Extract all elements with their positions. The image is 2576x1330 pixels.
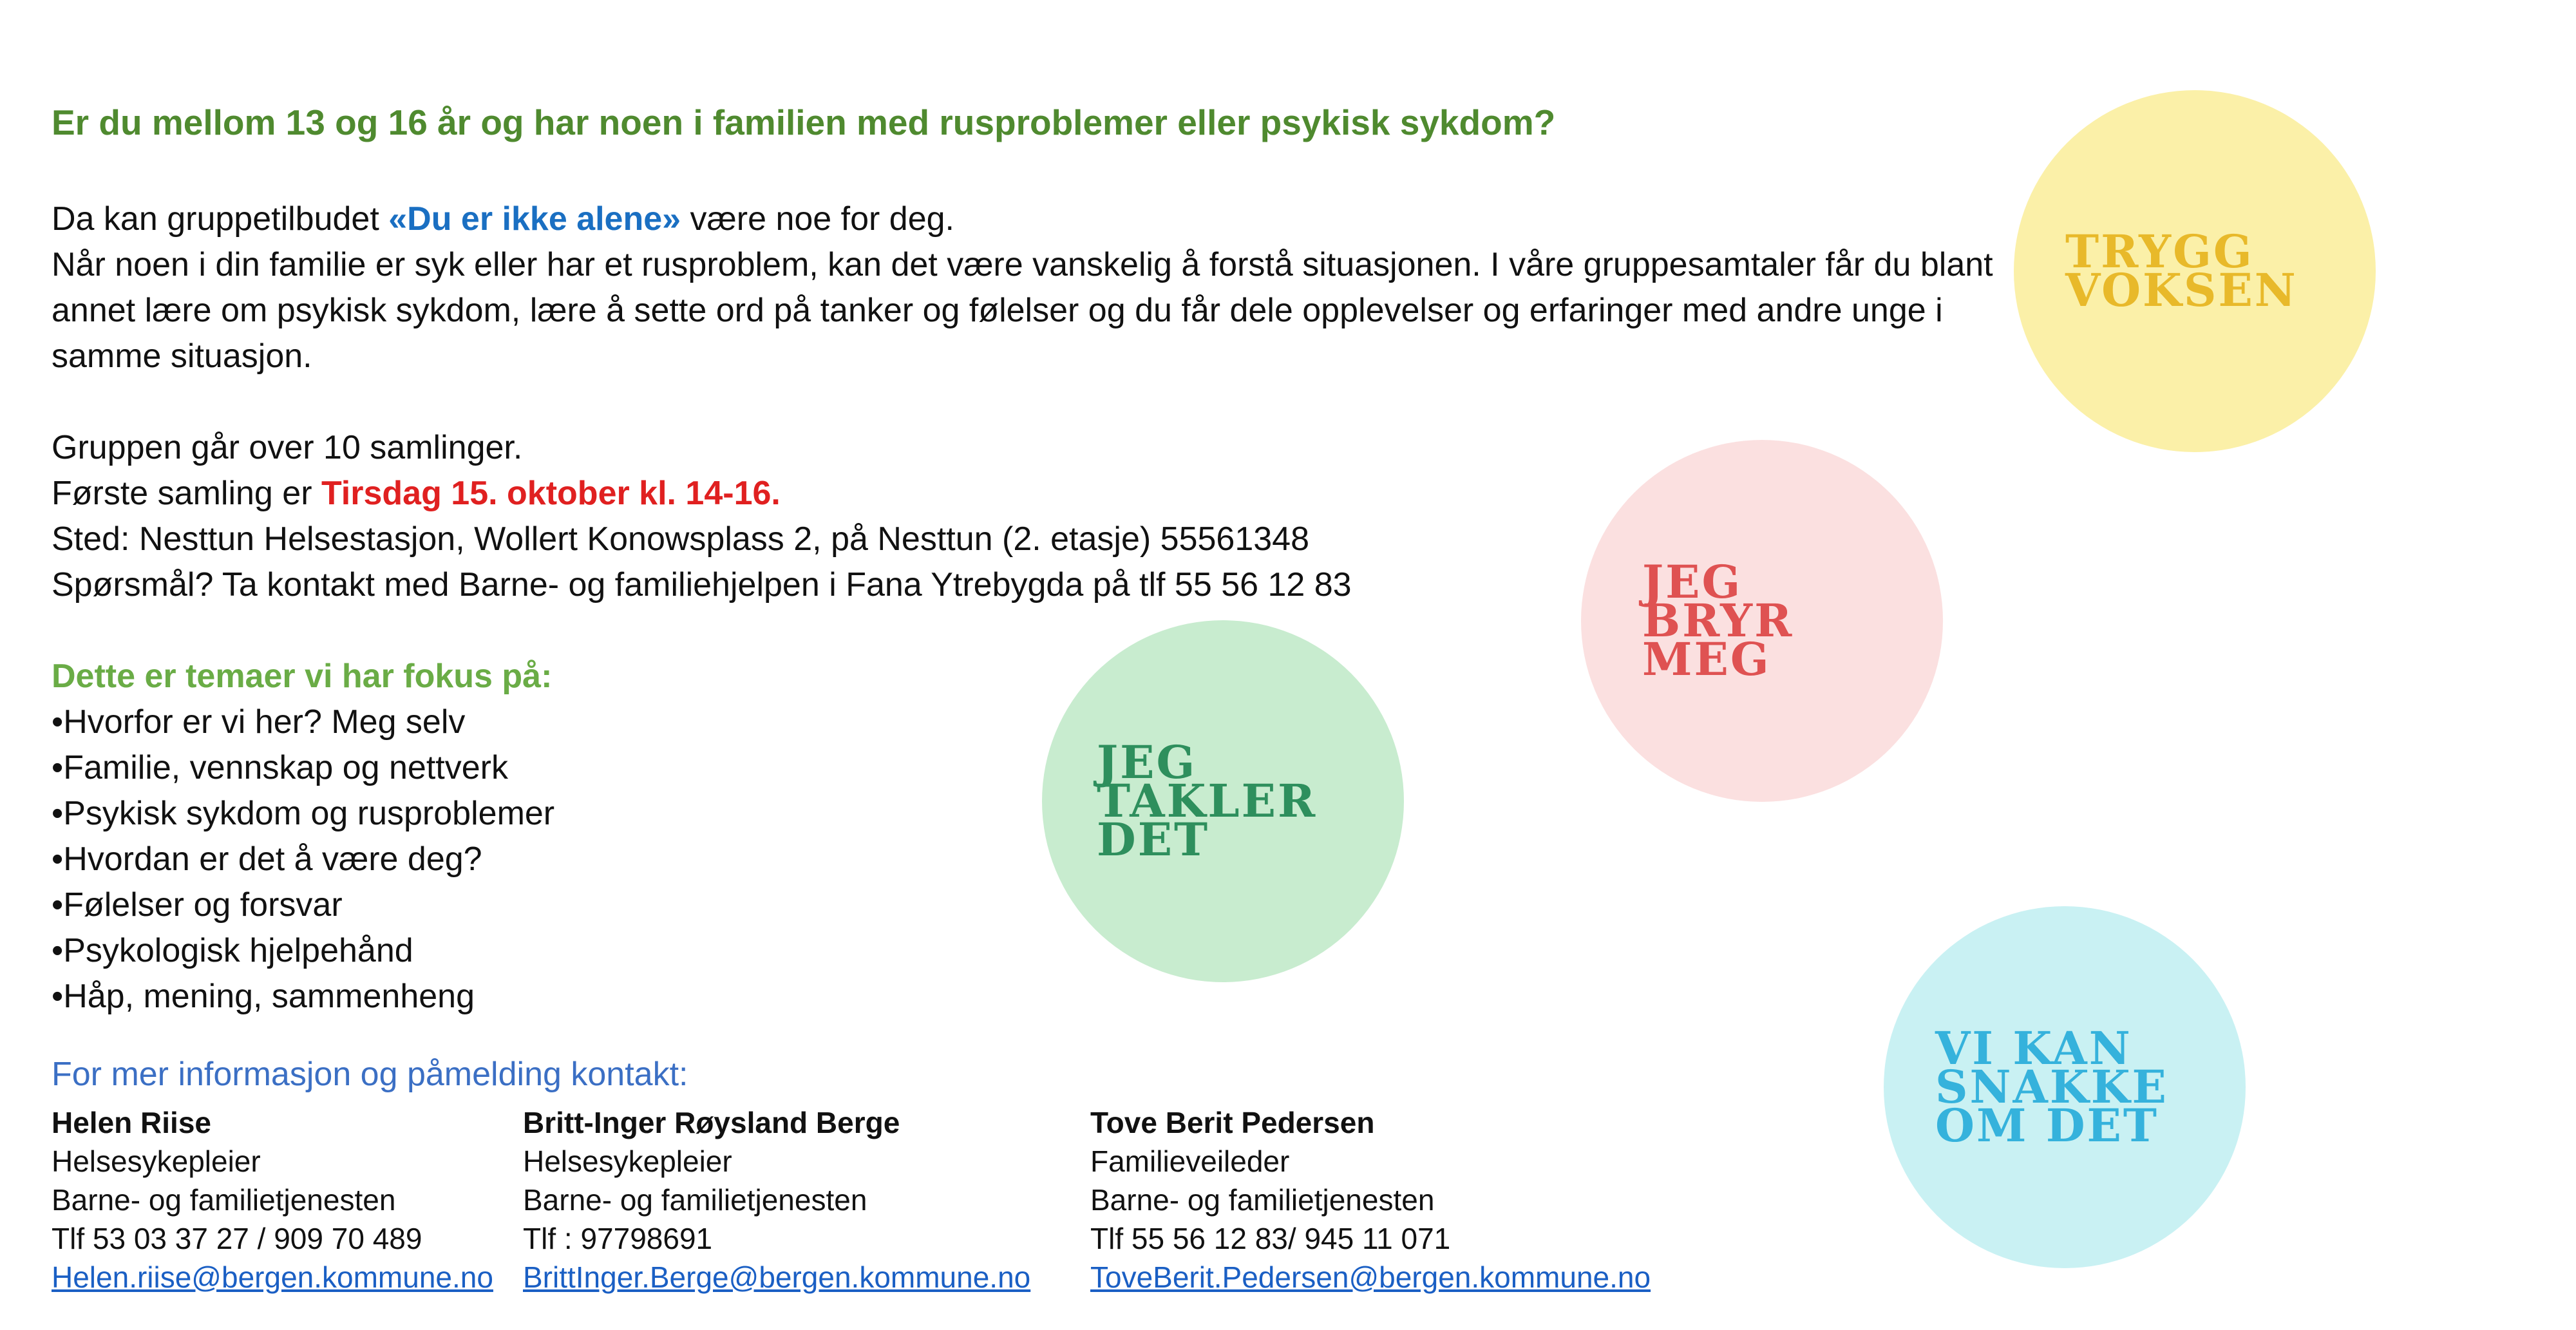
circle-jeg-bryr-meg [1581,440,1943,802]
contact-title: Helsesykepleier [52,1145,261,1178]
sessions-text: Gruppen går over 10 samlinger. [52,429,523,466]
program-name: «Du er ikke alene» [388,200,681,238]
topic-item: •Hvordan er det å være deg? [52,841,482,878]
contact-card-helen [52,1103,493,1297]
contact-title: Familieveileder [1090,1145,1290,1178]
contact-phone: Tlf 55 56 12 83/ 945 11 071 [1090,1222,1451,1255]
first-session-date: Tirsdag 15. oktober kl. 14-16. [321,475,781,512]
page-heading: Er du mellom 13 og 16 år og har noen i familien med rusproblemer eller psykisk sykdom? [52,102,1556,142]
circle-jeg-takler-det [1042,620,1404,982]
contact-card-tove [1090,1103,1651,1297]
circle-vi-kan-snakke-om-det [1884,906,2246,1268]
first-session-label: Første samling er [52,475,321,512]
contact-title: Helsesykepleier [523,1145,732,1178]
circle-label: JEG BRYR MEG [1642,555,1794,686]
topic-item: •Familie, vennskap og nettverk [52,749,508,786]
contact-phone: Tlf 53 03 37 27 / 909 70 489 [52,1222,422,1255]
contact-name: Britt-Inger Røysland Berge [523,1106,900,1139]
intro-line [52,196,2035,242]
intro-after: være noe for deg. [681,200,955,238]
location-text: Sted: Nesttun Helsestasjon, Wollert Konowsplass 2, på Nesttun (2. etasje) 55561348 [52,520,1310,558]
contact-email-link[interactable]: BrittInger.Berge@bergen.kommune.no [523,1260,1031,1294]
contact-email-link[interactable]: ToveBerit.Pedersen@bergen.kommune.no [1090,1260,1651,1294]
contact-name: Helen Riise [52,1106,211,1139]
questions-text: Spørsmål? Ta kontakt med Barne- og familiehjelpen i Fana Ytrebygda på tlf 55 56 12 83 [52,566,1352,603]
intro-before: Da kan gruppetilbudet [52,200,389,238]
circle-label: VI KAN SNAKKE OM DET [1935,1021,2168,1152]
contact-card-britt-inger [523,1103,1030,1297]
contact-name: Tove Berit Pedersen [1090,1106,1375,1139]
topic-item: •Psykisk sykdom og rusproblemer [52,795,555,832]
contact-org: Barne- og familietjenesten [52,1183,396,1217]
circle-trygg-voksen [2014,90,2376,452]
intro-paragraph: Når noen i din familie er syk eller har et rusproblem, kan det være vanskelig å forstå situasjonen. I våre gruppesamtaler får du blant annet lære om psykisk sykdom, lære å sette ord på tanker og følelser og du får dele opplevelser og erfaringer med andre unge i samme situasjon. [52,246,1993,375]
topics-heading: Dette er temaer vi har fokus på: [52,658,553,695]
contact-phone: Tlf : 97798691 [523,1222,713,1255]
topic-item: •Psykologisk hjelpehånd [52,932,413,969]
topic-item: •Hvorfor er vi her? Meg selv [52,703,466,741]
topic-item: •Håp, mening, sammenheng [52,978,475,1015]
topic-item: •Følelser og forsvar [52,886,343,924]
contact-org: Barne- og familietjenesten [523,1183,867,1217]
circle-label: JEG TAKLER DET [1097,736,1318,866]
circle-label: TRYGG VOKSEN [2065,225,2298,317]
contact-heading: For mer informasjon og påmelding kontakt: [52,1056,688,1093]
contact-email-link[interactable]: Helen.riise@bergen.kommune.no [52,1260,493,1294]
contact-org: Barne- og familietjenesten [1090,1183,1435,1217]
